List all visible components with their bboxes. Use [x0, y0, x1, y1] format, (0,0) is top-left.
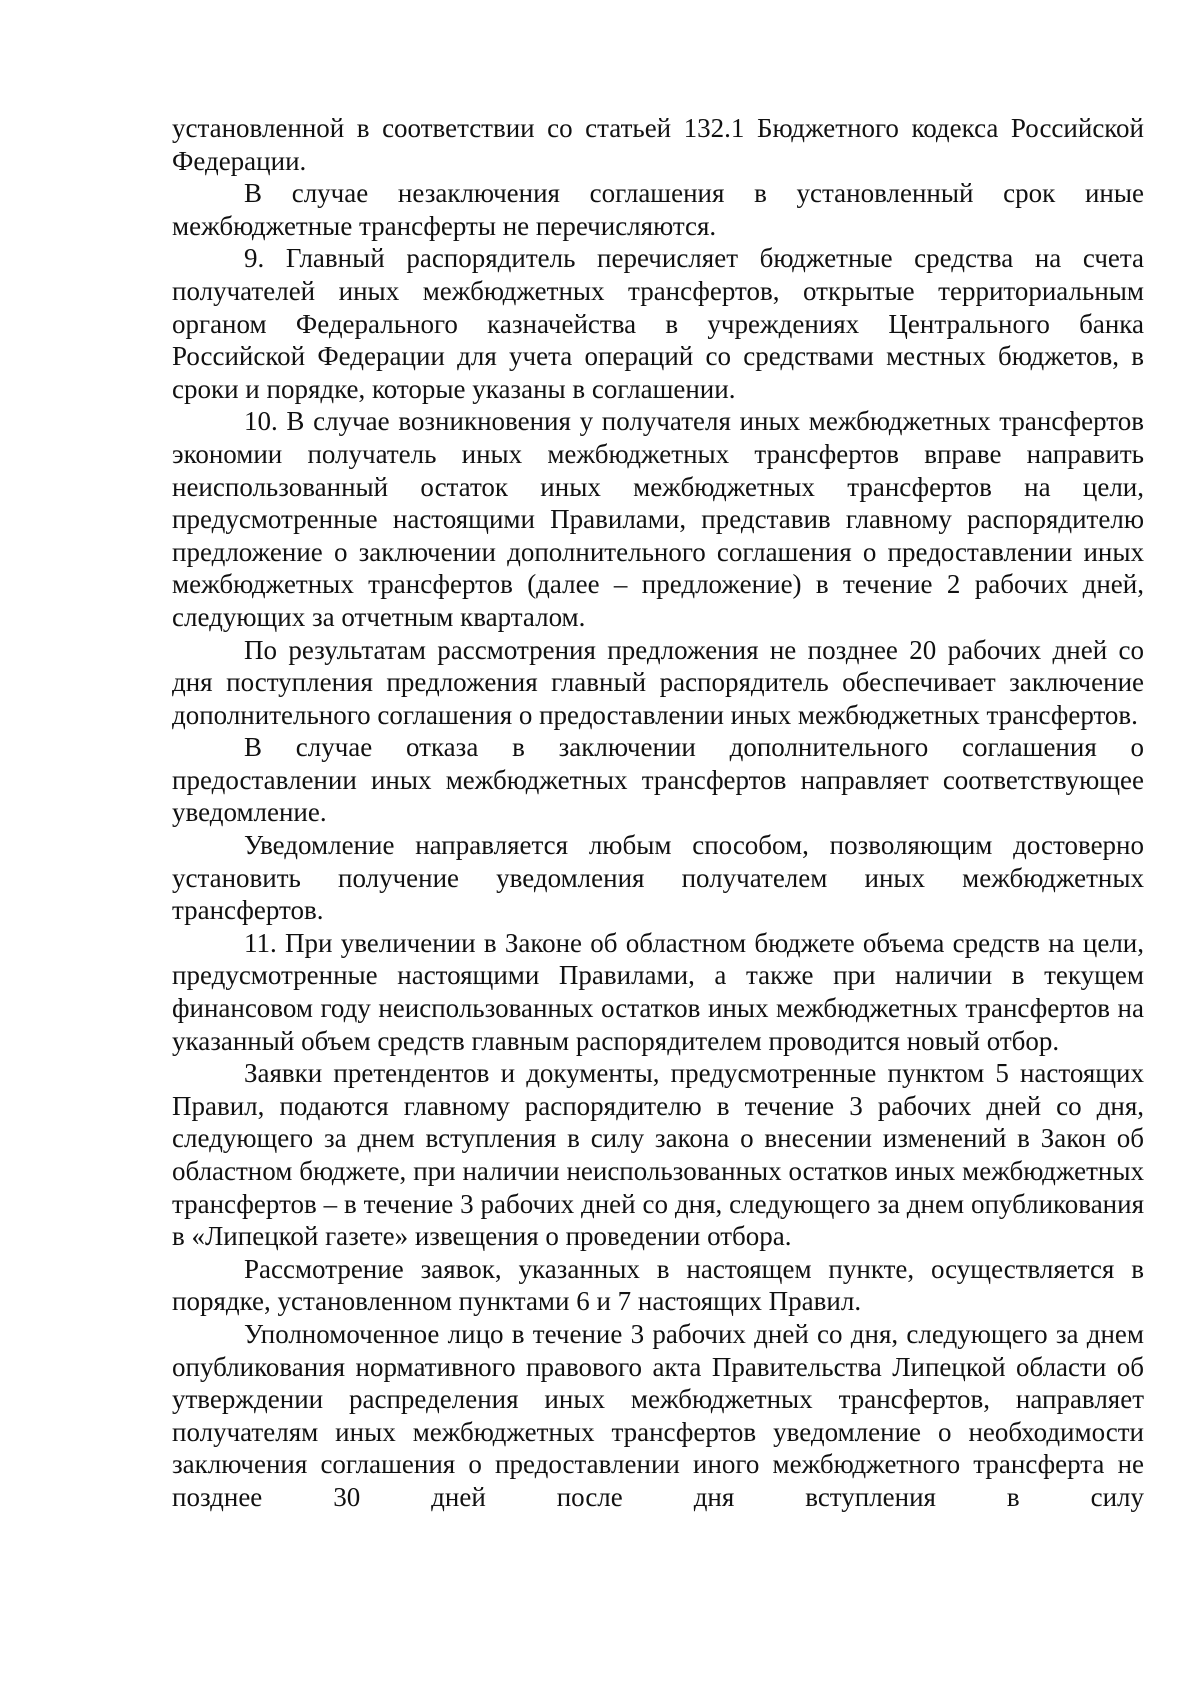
paragraph: В случае отказа в заключении дополнительного соглашения о предоставлении иных межбюджетных трансфертов направляет соответствующее уведомление.: [172, 732, 1144, 828]
paragraph-item-9: 9. Главный распорядитель перечисляет бюджетные средства на счета получателей иных межбюджетных трансфертов, открытые территориальным органом Федерального казначейства в учреждениях Центрального банка Российской Федерации для учета операций со средствами местных бюджетов, в сроки и порядке, которые указаны в соглашении.: [172, 243, 1144, 404]
document-body: [172, 112, 1144, 1514]
paragraph: По результатам рассмотрения предложения не позднее 20 рабочих дней со дня поступления предложения главный распорядитель обеспечивает заключение дополнительного соглашения о предоставлении иных межбюджетных трансфертов.: [172, 634, 1144, 730]
paragraph-continuation: установленной в соответствии со статьей 132.1 Бюджетного кодекса Российской Федерации.: [172, 113, 1144, 176]
paragraph: Уведомление направляется любым способом, позволяющим достоверно установить получение уведомления получателем иных межбюджетных трансфертов.: [172, 830, 1144, 926]
paragraph: В случае незаключения соглашения в установленный срок иные межбюджетные трансферты не перечисляются.: [172, 178, 1144, 241]
paragraph-item-10: 10. В случае возникновения у получателя иных межбюджетных трансфертов экономии получатель иных межбюджетных трансфертов вправе направить неиспользованный остаток иных межбюджетных трансфертов на цели, предусмотренные настоящими Правилами, представив главному распорядителю предложение о заключении дополнительного соглашения о предоставлении иных межбюджетных трансфертов (далее – предложение) в течение 2 рабочих дней, следующих за отчетным кварталом.: [172, 406, 1144, 632]
paragraph: Рассмотрение заявок, указанных в настоящем пункте, осуществляется в порядке, установленном пунктами 6 и 7 настоящих Правил.: [172, 1253, 1144, 1317]
paragraph-item-11: 11. При увеличении в Законе об областном бюджете объема средств на цели, предусмотренные настоящими Правилами, а также при наличии в текущем финансовом году неиспользованных остатков иных межбюджетных трансфертов на указанный объем средств главным распорядителем проводится новый отбор.: [172, 927, 1144, 1056]
paragraph-last: Уполномоченное лицо в течение 3 рабочих дней со дня, следующего за днем опубликования нормативного правового акта Правительства Липецкой области об утверждении распределения иных межбюджетных трансфертов, направляет получателям иных межбюджетных трансфертов уведомление о необходимости заключения соглашения о предоставлении иного межбюджетного трансферта не позднее 30 дней после дня вступления в силу: [172, 1318, 1144, 1512]
paragraph: Заявки претендентов и документы, предусмотренные пунктом 5 настоящих Правил, подаются главному распорядителю в течение 3 рабочих дней со дня, следующего за днем вступления в силу закона о внесении изменений в Закон об областном бюджете, при наличии неиспользованных остатков иных межбюджетных трансфертов – в течение 3 рабочих дней со дня, следующего за днем опубликования в «Липецкой газете» извещения о проведении отбора.: [172, 1058, 1144, 1252]
